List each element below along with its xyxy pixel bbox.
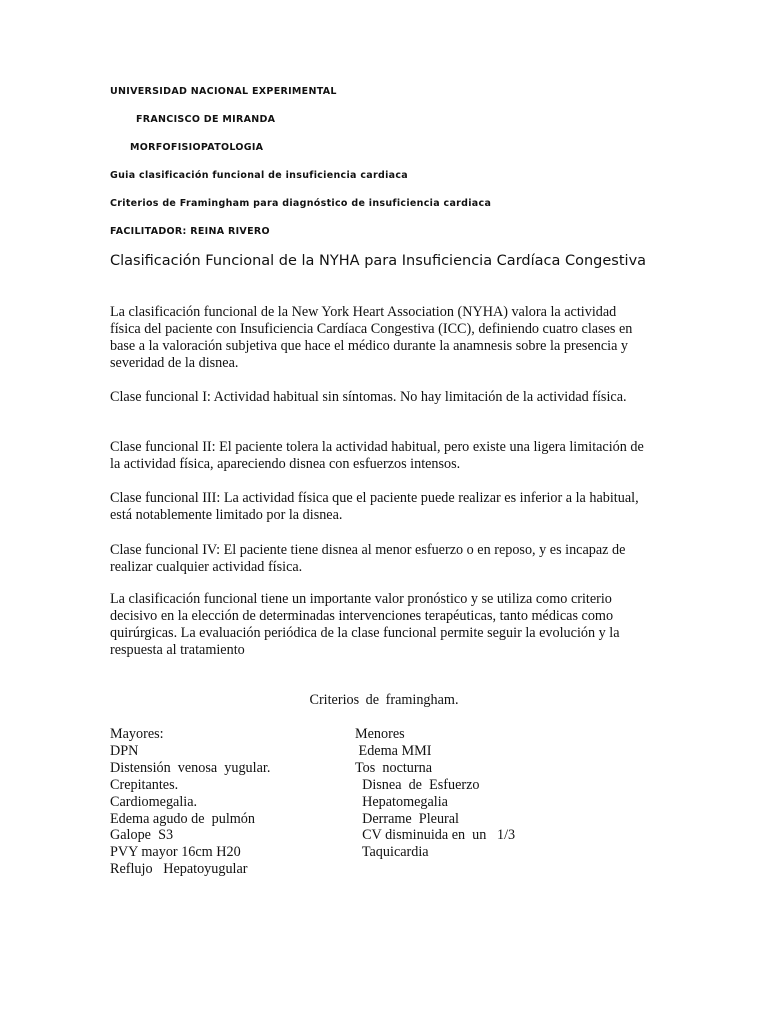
mayores-item: PVY mayor 16cm H20 [110,844,241,861]
menores-item: Taquicardia [355,844,429,861]
mayores-item: Cardiomegalia. [110,793,198,810]
criteria-title: Criterios de framingham. [309,692,459,708]
menores-item: Derrame Pleural [355,810,459,827]
menores-item: Disnea de Esfuerzo [355,776,480,793]
menores-item: Hepatomegalia [355,793,448,810]
clase-3-paragraph: Clase funcional III: La actividad física que el paciente puede realizar es inferior a la habitual, está notablemente limitado por la disnea. [110,490,639,523]
menores-column [355,726,515,861]
clase-2-paragraph: Clase funcional II: El paciente tolera la actividad habitual, pero existe una ligera limitación de la actividad física, apareciendo disnea con esfuerzos intensos. [110,439,644,472]
mayores-item: Galope S3 [110,827,174,844]
clase-4-paragraph: Clase funcional IV: El paciente tiene disnea al menor esfuerzo o en reposo, y es incapaz de realizar cualquier actividad física. [110,542,626,575]
menores-item: Tos nocturna [355,759,433,776]
facilitator: FACILITADOR: REINA RIVERO [110,226,270,237]
conclusion-paragraph: La clasificación funcional tiene un importante valor pronóstico y se utiliza como criterio decisivo en la elección de determinadas intervenciones terapéuticas, tanto médicas como quirúrgicas. La evaluación periódica de la clase funcional permite seguir la evolución y la respuesta al tratamiento [110,591,620,658]
menores-item: Edema MMI [355,742,432,759]
mayores-item: Reflujo Hepatoyugular [110,861,248,878]
university-name: UNIVERSIDAD NACIONAL EXPERIMENTAL [110,86,337,97]
intro-paragraph: La clasificación funcional de la New York Heart Association (NYHA) valora la actividad física del paciente con Insuficiencia Cardíaca Congestiva (ICC), definiendo cuatro clases en base a la valoración subjetiva que hace el médico durante la anamnesis sobre la presencia y severidad de la disnea. [110,304,633,371]
university-subtitle: FRANCISCO DE MIRANDA [136,114,276,125]
course-name: MORFOFISIOPATOLOGIA [130,142,264,153]
clase-1-paragraph: Clase funcional I: Actividad habitual sin síntomas. No hay limitación de la actividad física. [110,389,627,405]
mayores-item: Edema agudo de pulmón [110,810,255,827]
mayores-column [110,726,270,878]
mayores-item: Crepitantes. [110,776,179,793]
mayores-item: DPN [110,742,139,759]
menores-item: CV disminuida en un 1/3 [355,827,516,844]
guide-title: Guia clasificación funcional de insuficiencia cardiaca [110,170,408,181]
section-title: Clasificación Funcional de la NYHA para Insuficiencia Cardíaca Congestiva [110,253,647,269]
criteria-subtitle: Criterios de Framingham para diagnóstico de insuficiencia cardiaca [110,198,492,209]
mayores-item: Distensión venosa yugular. [110,759,271,776]
menores-heading: Menores [355,726,405,742]
mayores-heading: Mayores: [110,726,164,742]
